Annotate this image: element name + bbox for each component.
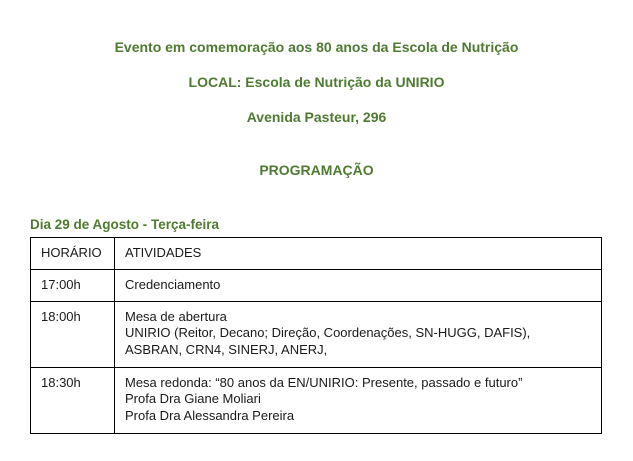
time-cell: 17:00h [31,269,115,301]
activity-cell [115,301,602,367]
activity-line: Profa Dra Giane Moliari [125,391,261,406]
event-location: LOCAL: Escola de Nutrição da UNIRIO [188,74,445,90]
event-title: Evento em comemoração aos 80 anos da Escola de Nutrição [114,39,519,55]
activity-line: ASBRAN, CRN4, SINERJ, ANERJ, [125,341,328,357]
activity-line: Credenciamento [125,276,221,292]
column-header-horario: HORÁRIO [31,238,115,270]
schedule-table [30,237,602,434]
table-row [31,269,602,301]
activity-line: Mesa de abertura [125,308,227,324]
table-row [31,367,602,433]
activity-cell [115,269,602,301]
column-header-atividades: ATIVIDADES [115,238,602,270]
time-cell: 18:30h [31,367,115,433]
day-heading: Dia 29 de Agosto - Terça-feira [30,217,220,232]
event-address: Avenida Pasteur, 296 [246,109,387,125]
activity-line: UNIRIO (Reitor, Decano; Direção, Coordenações, SN-HUGG, DAFIS), [125,325,531,340]
time-cell: 18:00h [31,301,115,367]
activity-line: Mesa redonda: “80 anos da EN/UNIRIO: Presente, passado e futuro” [125,374,523,390]
activity-line: Profa Dra Alessandra Pereira [125,407,295,423]
table-row [31,301,602,367]
table-header-row [31,238,602,270]
section-title: PROGRAMAÇÃO [259,162,374,178]
activity-cell [115,367,602,433]
